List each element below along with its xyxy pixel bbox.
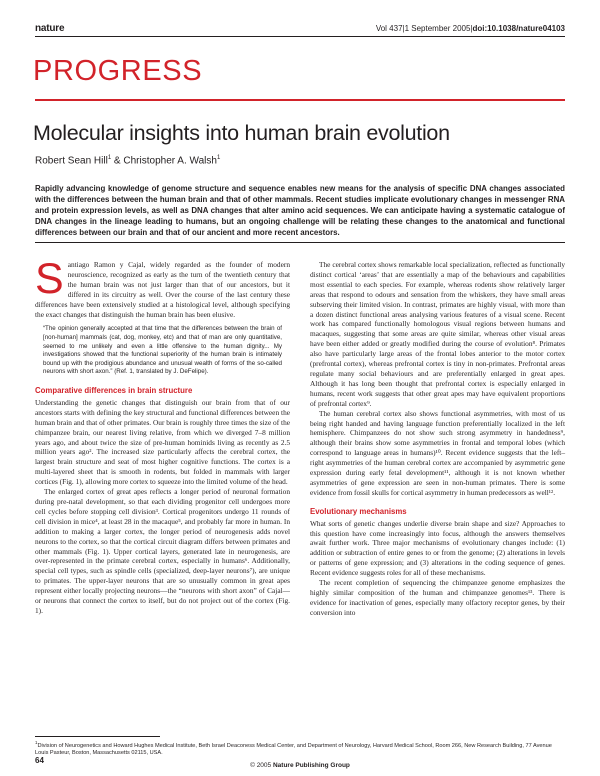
cajal-quote: “The opinion generally accepted at that time that the differences between the brain of [non-human] mammals (cat, dog, monkey, etc) and that of man are only quantitative, seemed to me unlikely and even a little offensive to the human dignity... My investigations showed that the functional superiority of the human brain is intimately bound up with the prodigious abundance and unusual wealth of forms of the so-called neurons with short axon.” (Ref. 1, translated by J. DeFelipe). xyxy=(43,325,282,376)
author-1-affiliation: 1 xyxy=(107,155,112,161)
abstract: Rapidly advancing knowledge of genome structure and sequence enables new means for the analysis of specific DNA changes associated with the differences between the human brain and that of other mammals. Recent studies implicate evolutionary changes in messenger RNA and protein expression levels, as well as DNA changes that alter amino acid sequences. We can anticipate having a systematic catalogue of DNA changes in the lineage leading to humans, but an ongoing challenge will be relating these changes to the anatomical and functional differences between our brain and that of our ancient and more recent ancestors. xyxy=(35,184,565,238)
publisher-name: Nature Publishing Group xyxy=(272,762,350,769)
issue-info xyxy=(376,24,565,33)
volume-date: Vol 437|1 September 2005| xyxy=(375,24,473,33)
header-divider xyxy=(35,36,565,37)
intro-text: antiago Ramon y Cajal, widely regarded as the founder of modern neuroscience, recognized as early as the turn of the twentieth century that the human brain was not just larger than that of our ancestors, but it differed in its circuitry as well. Over the course of the last century these differences have been extensively studied at a histological level, although specifying the exact changes that distinguish the human brain has been elusive. xyxy=(35,260,290,319)
footnote-marker: 1 xyxy=(35,740,38,745)
body-paragraph: What sorts of genetic changes underlie diverse brain shape and size? Approaches to this question have come increasingly into focus, although the answers themselves await further work. Three major mechanisms of evolutionary changes include: (1) addition or subtraction of entire genes to or from the genome; (2) alterations in levels or patterns of gene expression; and (3) alterations in the coding sequence of genes. Recent evidence suggests roles for all of these mechanisms. xyxy=(310,518,565,578)
author-1[interactable]: Robert Sean Hill xyxy=(35,155,108,167)
body-paragraph: The cerebral cortex shows remarkable local specialization, reflected as functionally distinct cortical ‘areas’ that are essentially a map of the behaviours and capabilities most essential to each species. For example, whereas rodents show relatively larger areas that respond to odours and sensation from the whiskers, they have small areas subserving their limited vision. In contrast, primates are highly visual, with more than a dozen distinct functional areas analysing various features of a visual scene. Recent work has compared functionally homologous visual regions between humans and macaques, suggesting that some areas are quite similar, whereas other visual areas have been either added or greatly modified during the course of evolution⁸. Primates also have particularly large areas of the frontal lobes anterior to the motor cortex (prefrontal cortex), whereas prefrontal cortex is tiny in non-primates. Prefrontal areas regulate many social behaviours and are preferentially enlarged in great apes. Although it has long been thought that prefrontal cortex is especially enlarged in humans, recent work suggests that other great apes may have equivalent proportions of prefrontal cortex⁹. xyxy=(310,260,565,408)
subhead-evolutionary-mechanisms: Evolutionary mechanisms xyxy=(310,506,407,516)
author-2-affiliation: 1 xyxy=(216,155,221,161)
journal-name: nature xyxy=(35,23,65,34)
footnote-text: Division of Neurogenetics and Howard Hughes Medical Institute, Beth Israel Deaconess Medical Center, and Department of Neurology, Harvard Medical School, Room 266, New Research Building, 77 Avenue Louis Pasteur, Boston, Massachusetts 02115, USA. xyxy=(35,742,552,757)
section-divider xyxy=(35,99,565,101)
author-line xyxy=(35,155,220,166)
body-paragraph: The enlarged cortex of great apes reflects a longer period of neuronal formation during pre-natal development, so that each dividing progenitor cell undergoes more cell cycles before stopping cell division³. Cortical progenitors undergo 11 rounds of cell division in mice⁴, at least 28 in the macaque⁵, and probably far more in human. In addition to making a larger cortex, the longer period of neurogenesis adds novel neurons to the cortex, so that the cortical circuit diagram differs between primates and other mammals (Fig. 1). Upper cortical layers, generated late in neurogenesis, are over-represented in the primate cerebral cortex, especially in humans⁶. Additionally, special cell types, such as spindle cells (specialized, deep-layer neurons⁷), are unique to primates. The upper-layer neurons that are so unusually common in great apes represent either locally projecting neurons—the “neurons with short axon” of Cajal—or neurons that connect the cortex to itself, but do not project out of the cortex (Fig. 1). xyxy=(35,487,290,615)
footnote-divider xyxy=(35,736,160,737)
article-title: Molecular insights into human brain evolution xyxy=(33,121,450,145)
section-label: PROGRESS xyxy=(33,55,203,87)
right-column xyxy=(310,260,565,618)
subhead-brain-structure: Comparative differences in brain structure xyxy=(35,386,193,395)
page-number: 64 xyxy=(35,756,44,765)
copyright-prefix: © 2005 xyxy=(250,762,273,769)
body-paragraph: Understanding the genetic changes that distinguish our brain from that of our ancestors starts with defining the key structural and functional differences between the human brain and that of other primates. Our brain is roughly three times the size of the chimpanzee brain, our nearest living relative, from which we diverged 7–8 million years ago, and about twice the size of pre-human hominids living as recently as 2.5 million years ago². The increased size particularly affects the cerebral cortex, the largest brain structure and seat of most higher cognitive functions. The cortex is a multi-layered sheet that is smooth in rodents, but folded in mammals with larger cortices (Fig. 1), allowing more cortex to squeeze into the limited volume of the head. xyxy=(35,397,290,487)
doi[interactable]: doi:10.1038/nature04103 xyxy=(472,24,565,33)
body-paragraph: The human cerebral cortex also shows functional asymmetries, with most of us being right handed and having language function preferentially localized in the left hemisphere. Chimpanzees do not show such strong asymmetry in handedness⁹, although their brains show some asymmetries in frontal and temporal lobes (which correspond to language areas in humans)¹⁰. Recent evidence suggests that the left–right asymmetries of the human cerebral cortex are accompanied by asymmetric gene expression during early fetal development¹¹, although it is not known whether asymmetries of gene expression are seen in non-human primates. There is some evidence from fossil skulls for cortical asymmetry in human predecessors as well¹². xyxy=(310,408,565,497)
affiliation-footnote xyxy=(35,739,565,758)
abstract-divider xyxy=(35,242,565,243)
author-2[interactable]: Christopher A. Walsh xyxy=(123,155,217,167)
drop-cap: S xyxy=(35,255,64,303)
intro-paragraph xyxy=(35,255,290,319)
author-separator: & xyxy=(111,155,124,167)
copyright-line xyxy=(0,762,600,769)
body-paragraph: The recent completion of sequencing the chimpanzee genome emphasizes the highly similar composition of the human and chimpanzee genomes¹³. There is evidence for inactivation of genes, especially many olfactory receptor genes, by their conversion into xyxy=(310,578,565,617)
left-column xyxy=(35,255,290,616)
